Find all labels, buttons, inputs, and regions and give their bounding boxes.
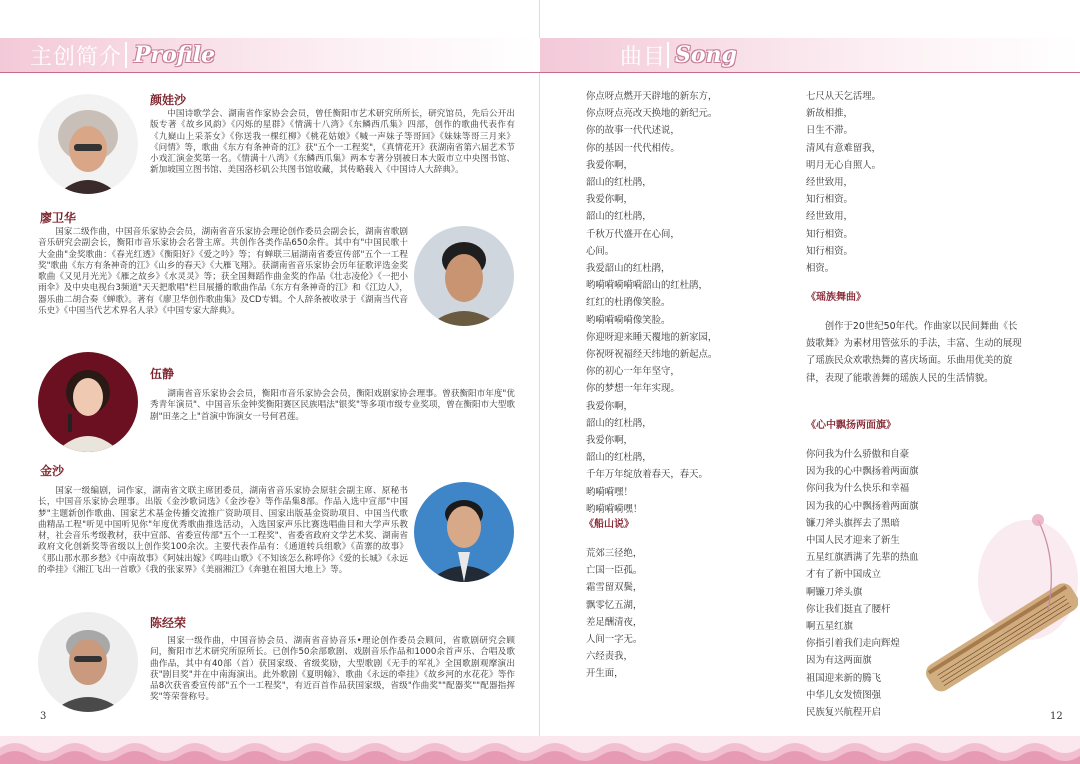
section-title-en: Song [675, 42, 737, 68]
lyric-line: 你迎呀迎来睡天覆地的新家园， [586, 331, 718, 343]
lyric-line: 你指引着我们走向辉煌 [806, 638, 900, 650]
lyric-line: 七尺从天乞活埋。 [806, 91, 882, 102]
page-number: 12 [1050, 711, 1063, 722]
section-title-en: Profile [134, 42, 216, 68]
lyric-line: 知行相资。 [806, 228, 853, 240]
profile-name: 伍静 [150, 367, 175, 381]
portrait-photo [414, 482, 514, 582]
wave-border [540, 736, 1080, 764]
portrait-photo [38, 612, 138, 712]
zither-illustration [908, 500, 1078, 730]
song-description: 创作于20世纪50年代。作曲家以民间舞曲《长鼓歌舞》为素材用管弦乐的手法，丰富、生动的展现了瑶族民众欢歌热舞的喜庆场面。乐曲用优美的旋律，表现了能歌善舞的瑶族人民的生活情貌。 [806, 321, 1022, 384]
lyric-line: 经世致用， [806, 177, 853, 189]
lyric-line: 我爱你啊， [586, 400, 633, 412]
lyric-line: 因为我的心中飘扬着两面旗 [806, 500, 919, 512]
lyric-line: 你的初心一年年坚守， [586, 366, 680, 378]
lyric-line: 韶山的红杜鹃， [586, 177, 652, 189]
lyric-line: 镰刀斧头旗挥去了黑暗 [806, 517, 900, 529]
profile-bio: 国家一级编剧，词作家，湖南省文联主席团委员，湖南省音乐家协会原驻会副主席、原秘书长，中国音乐家协会理事。出版《金沙歌词选》《金沙卷》等作品集8部。作品入选中宣部"中国梦"主题新创作歌曲、国家艺术基金传播交流推广资助项目、国家出版基金资助项目、中国当代歌曲精品工程"听见中国听见你"年度优秀歌曲推选活动，入选国家声乐比赛选唱曲目和大学声乐教材，社会音乐考级教材，获中宣部、省委宣传部"五个一工程奖"、省委省政府文学艺术奖、湖南省政府文化创新奖等省级以上创作奖100余次。主要代表作品有：《通道转兵组歌》《苗寨的故事》《那山那水那乡愁》《中南故事》《阿妹出嫁》《鸣哇山歌》《不知该怎么称呼你》《爱的长城》《永远的牵挂》《湘江飞出一首歌》《我的张家界》《美丽湘江》《奔驰在祖国大地上》等。 [38, 486, 408, 576]
lyric-line: 你的基因一代代相传。 [586, 142, 680, 154]
portrait-photo [414, 226, 514, 326]
section-title: 曲目 [620, 45, 667, 70]
lyric-line: 明月无心自照人。 [806, 159, 882, 171]
lyric-line: 中国人民才迎来了新生 [806, 535, 900, 547]
lyric-line: 你点呀点亮改天换地的新纪元。 [586, 108, 718, 120]
header-separator [125, 42, 127, 68]
lyric-line: 我爱你啊， [586, 194, 633, 206]
lyric-line: 知行相资。 [806, 194, 853, 206]
lyric-line: 韶山的红杜鹃， [586, 452, 652, 464]
lyric-line: 清风有意难留我， [806, 142, 882, 154]
lyric-line: 六经责我， [586, 651, 633, 663]
lyric-line: 飘零忆五湖， [586, 599, 643, 611]
lyric-line: 日生不滞。 [806, 125, 853, 137]
lyric-line: 你让我们挺直了腰杆 [806, 603, 891, 615]
lyric-line: 人间一字无。 [586, 634, 643, 646]
lyric-line: 祖国迎来新的腾飞 [806, 672, 882, 684]
lyric-line: 五星红旗洒满了先辈的热血 [806, 552, 919, 564]
song-title: 《瑶族舞曲》 [806, 292, 866, 303]
right-page [540, 0, 1080, 764]
lyric-line: 你祝呀祝福经天纬地的新起点。 [586, 349, 718, 361]
lyric-line: 相资。 [806, 263, 835, 275]
lyric-line: 霜雪留双鬓， [586, 582, 643, 594]
lyric-line: 开生面， [586, 668, 624, 680]
song-lyrics [586, 545, 642, 683]
lyrics-column [806, 88, 881, 277]
lyric-line: 经世致用， [806, 211, 853, 223]
lyric-line: 才有了新中国成立 [806, 569, 882, 581]
portrait-photo [38, 94, 138, 194]
song-title: 《船山说》 [584, 519, 634, 530]
portrait-photo [38, 352, 138, 452]
lyric-line: 亡国一臣孤。 [586, 565, 643, 577]
profile-name: 陈经荣 [150, 616, 187, 630]
lyric-line: 新故相推， [806, 108, 853, 120]
lyric-line: 红红的杜鹃像笑脸。 [586, 297, 671, 309]
lyric-line: 心间。 [586, 245, 615, 257]
lyric-line: 你的梦想一年年实现。 [586, 383, 680, 395]
lyric-line: 我爱你啊， [586, 435, 633, 447]
lyrics-column [586, 88, 717, 518]
lyric-line: 啊镰刀斧头旗 [806, 586, 863, 598]
lyric-line: 哟嗬嗬嗬嘿！ [586, 503, 643, 515]
lyric-line: 你问我为什么快乐和幸福 [806, 483, 910, 495]
lyric-line: 我爱你啊， [586, 159, 633, 171]
lyric-line: 哟嗬嗬嗬嗬像笑脸。 [586, 314, 671, 326]
header-rule [540, 72, 1080, 73]
lyric-line: 民族复兴航程开启 [806, 707, 882, 719]
header-separator [667, 42, 669, 68]
song-title: 《心中飘扬两面旗》 [806, 420, 896, 431]
lyric-line: 韶山的红杜鹃， [586, 211, 652, 223]
lyric-line: 哟嗬嗬嘿！ [586, 486, 633, 498]
header-rule [0, 72, 540, 73]
lyric-line: 知行相资。 [806, 245, 853, 257]
lyric-line: 千年万年绽放着春天，春天。 [586, 469, 708, 481]
profile-bio: 国家二级作曲，中国音乐家协会会员，湖南省音乐家协会理论创作委员会副会长，湖南省歌剧音乐研究会副会长，衡阳市音乐家协会名誉主席。共创作各类作品650余件。其中有"中国民歌十大金曲"金奖歌曲：《春光红透》《衡阳好》《爱之吟》等；有蝉联三届湖南省委宣传部"五个一工程奖"歌曲《东方有条神奇的江》《山乡的春天》《大雁飞翔》。获湖南省音乐家协会历年征歌评选金奖歌曲《又见月光光》《雁之故乡》《水灵灵》等；获全国舞蹈作曲金奖的作品《壮志凌伦》《一把小雨伞》及中央电视台3频道"天天把歌唱"栏目展播的歌曲作品《东方有条神奇的江》和《江边人》，器乐曲二胡合奏《蝉歌》。著有《廖卫华创作歌曲集》及CD专辑。个人辞条被收录于《湖南当代音乐史》《中国当代艺术界名人录》《中国专家大辞典》。 [38, 227, 409, 317]
lyric-line: 中华儿女发愤图强 [806, 689, 882, 701]
profile-name: 金沙 [40, 464, 65, 478]
profile-bio: 中国诗歌学会、湖南省作家协会会员，曾任衡阳市艺术研究所所长，研究馆员，先后公开出版专著《故乡风韵》《闪烁的星群》《情满十八湾》《东鳞西爪集》四部，创作的歌曲代表作有《九嶷山上采茶女》《你送我一棵红柳》《桃花姑娘》《喊一声妹子等哥回》《妹妹等哥三月来》《问情》等，歌曲《东方有条神奇的江》获"五个一工程奖"，《真情花开》获湖南省第六届艺术节小戏汇演金奖第一名。《情满十八湾》《东鳞西爪集》两本专著分别被日本大阪市立中央图书馆、新加坡国立图书馆、美国洛杉矶公共图书馆收藏，其传略载入《中国诗人大辞典》。 [150, 109, 515, 176]
profile-bio: 国家一级作曲，中国音协会员、湖南省音协音乐•理论创作委员会顾问，省歌剧研究会顾问，衡阳市艺术研究所原所长。已创作50余部歌剧、戏剧音乐作品和1000余首声乐、合唱及歌曲作品，其中有40部（首）获国家级、省级奖励，大型歌剧《无手的军礼》全国歌剧观摩演出获"剧目奖"并在中南海演出。此外歌剧《夏明翰》、歌曲《永远的牵挂》《故乡河的水花花》等作品8次获省委宣传部"五个一工程奖"，有近百首作品获国家级，省级"作曲奖""配器奖""配器指挥奖"等荣誉称号。 [150, 636, 515, 703]
lyric-line: 荒郊三径绝， [586, 548, 643, 559]
section-title: 主创简介 [30, 45, 123, 70]
lyric-line: 千秋万代盛开在心间， [586, 228, 680, 240]
lyric-line: 你点呀点燃开天辟地的新东方， [586, 91, 718, 102]
song-lyrics [806, 446, 919, 721]
wave-border [0, 736, 540, 764]
lyric-line: 你问我为什么骄傲和自豪 [806, 449, 910, 460]
profile-bio: 湖南省音乐家协会会员，衡阳市音乐家协会会员，衡阳戏剧家协会理事。曾获衡阳市年度"优秀青年演员"、中国音乐金钟奖衡阳赛区民族唱法"银奖"等多项市级专业奖项，曾在衡阳市大型歌剧"田垄之上"首演中饰演女一号何君莲。 [150, 389, 515, 422]
lyric-line: 我爱韶山的红杜鹃， [586, 263, 671, 275]
profile-name: 颜娃沙 [150, 93, 187, 107]
lyric-line: 因为有这两面旗 [806, 655, 872, 667]
lyric-line: 因为我的心中飘扬着两面旗 [806, 466, 919, 478]
profile-name: 廖卫华 [40, 211, 77, 225]
lyric-line: 差足酬清夜， [586, 616, 643, 628]
lyric-line: 你的故事一代代述说， [586, 125, 680, 137]
lyric-line: 韶山的红杜鹃， [586, 417, 652, 429]
page-number: 3 [40, 711, 47, 722]
lyric-line: 哟嗬嗬嗬嗬嗬韶山的红杜鹃， [586, 280, 708, 292]
lyric-line: 啊五星红旗 [806, 621, 853, 633]
